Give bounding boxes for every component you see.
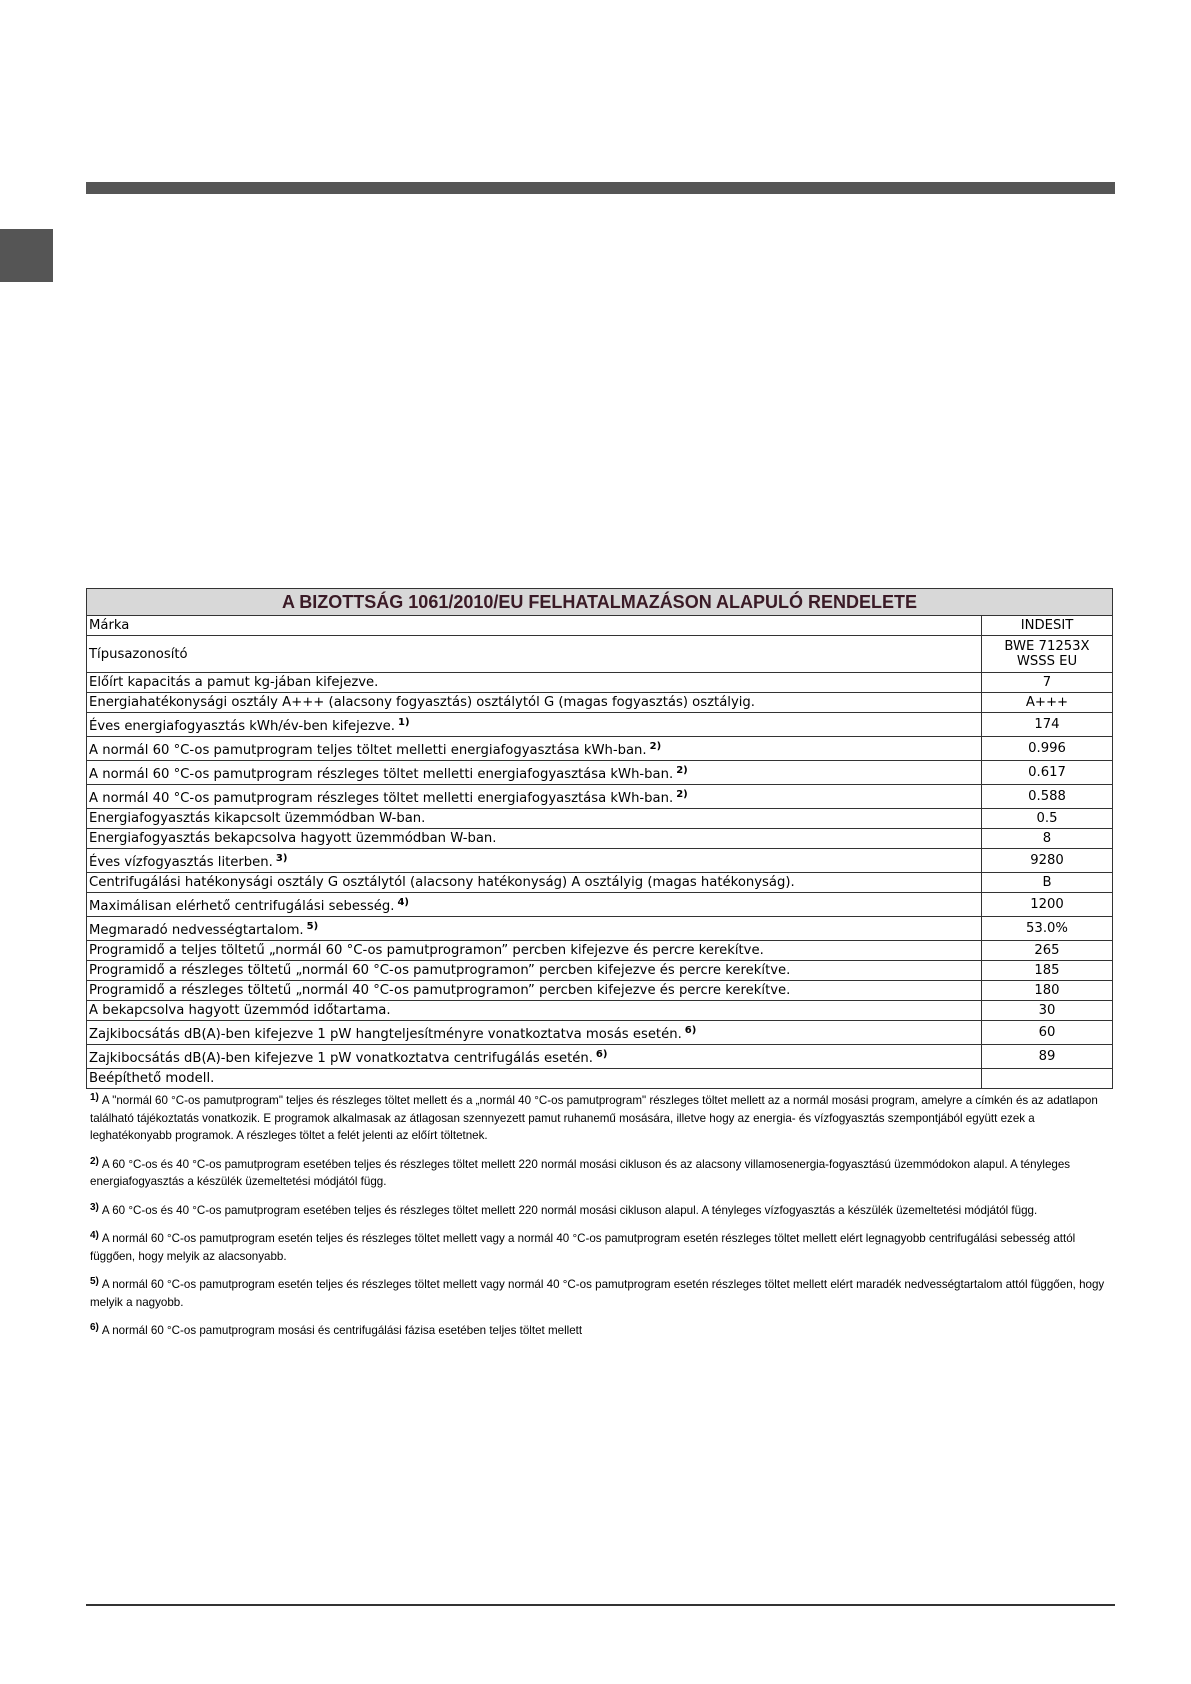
row-label-text: Éves energiafogyasztás kWh/év-ben kifejezve. bbox=[89, 719, 395, 734]
footnote bbox=[90, 1089, 1115, 1145]
row-label-text: A normál 40 °C-os pamutprogram részleges töltet melletti energiafogyasztása kWh-ban. bbox=[89, 791, 674, 806]
row-label-text: Programidő a teljes töltetű „normál 60 °C-os pamutprogramon” percben kifejezve és percre kerekítve. bbox=[89, 943, 764, 958]
row-label bbox=[87, 829, 982, 849]
table-row bbox=[87, 917, 1113, 941]
row-value-text: 174 bbox=[1034, 717, 1060, 732]
row-label-text: Beépíthető modell. bbox=[89, 1071, 215, 1086]
row-value bbox=[982, 636, 1113, 673]
row-value-text: 9280 bbox=[1030, 853, 1064, 868]
row-value-text: 89 bbox=[1038, 1049, 1056, 1064]
table-row bbox=[87, 1021, 1113, 1045]
header-bar bbox=[86, 182, 1115, 194]
footnote-number: 4) bbox=[90, 1230, 99, 1241]
footnote-text: A 60 °C-os és 40 °C-os pamutprogram esetében teljes és részleges töltet mellett 220 normál mosási cikluson alapul. A tényleges vízfogyasztás a készülék üzemeltetési módjától függ. bbox=[101, 1203, 1038, 1217]
row-value-text: 30 bbox=[1038, 1003, 1056, 1018]
row-label bbox=[87, 1001, 982, 1021]
footnote-ref: 5) bbox=[306, 921, 319, 932]
table-row bbox=[87, 829, 1113, 849]
table-row bbox=[87, 785, 1113, 809]
row-value-text: 0.617 bbox=[1028, 765, 1066, 780]
row-label bbox=[87, 941, 982, 961]
row-label-text: Centrifugálási hatékonysági osztály G osztálytól (alacsony hatékonyság) A osztályig (magas hatékonyság). bbox=[89, 875, 795, 890]
table-title: A BIZOTTSÁG 1061/2010/EU FELHATALMAZÁSON ALAPULÓ RENDELETE bbox=[87, 589, 1113, 616]
language-tab-marker bbox=[0, 229, 53, 282]
row-value-text: 0.588 bbox=[1028, 789, 1066, 804]
table-row bbox=[87, 673, 1113, 693]
row-value-text: 8 bbox=[1042, 831, 1052, 846]
row-value-text: 7 bbox=[1042, 675, 1052, 690]
row-value bbox=[982, 761, 1113, 785]
table-row bbox=[87, 849, 1113, 873]
row-label-text: Energiafogyasztás bekapcsolva hagyott üzemmódban W-ban. bbox=[89, 831, 497, 846]
row-label-text: Zajkibocsátás dB(A)-ben kifejezve 1 pW vonatkoztatva centrifugálás esetén. bbox=[89, 1051, 593, 1066]
table-row bbox=[87, 1001, 1113, 1021]
table-row bbox=[87, 961, 1113, 981]
row-value-text: 0.5 bbox=[1036, 811, 1058, 826]
footnote-ref: 1) bbox=[397, 717, 410, 728]
footnote bbox=[90, 1199, 1115, 1220]
row-value bbox=[982, 713, 1113, 737]
row-label-text: Energiahatékonysági osztály A+++ (alacsony fogyasztás) osztálytól G (magas fogyasztás) osztályig. bbox=[89, 695, 755, 710]
row-label bbox=[87, 737, 982, 761]
row-value bbox=[982, 785, 1113, 809]
row-label-text: Típusazonosító bbox=[89, 646, 188, 662]
row-label-text: Programidő a részleges töltetű „normál 60 °C-os pamutprogramon” percben kifejezve és percre kerekítve. bbox=[89, 963, 791, 978]
row-value-text: A+++ bbox=[1025, 695, 1069, 710]
row-label bbox=[87, 1021, 982, 1045]
row-value-text: 185 bbox=[1034, 963, 1060, 978]
footnote-ref: 2) bbox=[649, 741, 662, 752]
footnote-ref: 3) bbox=[275, 853, 288, 864]
footnotes bbox=[90, 1089, 1115, 1348]
row-label bbox=[87, 616, 982, 636]
row-value-text: INDESIT bbox=[1020, 618, 1074, 633]
row-value bbox=[982, 693, 1113, 713]
footnote-ref: 2) bbox=[676, 789, 688, 800]
row-label bbox=[87, 1045, 982, 1069]
row-label-text: Előírt kapacitás a pamut kg-jában kifejezve. bbox=[89, 675, 379, 690]
row-label bbox=[87, 713, 982, 737]
row-value-text: 0.996 bbox=[1028, 741, 1066, 756]
row-label bbox=[87, 961, 982, 981]
row-label bbox=[87, 873, 982, 893]
row-value bbox=[982, 961, 1113, 981]
row-value bbox=[982, 941, 1113, 961]
regulation-table bbox=[86, 588, 1113, 1089]
footnote-number: 2) bbox=[90, 1155, 99, 1167]
row-label-text: Maximálisan elérhető centrifugálási sebesség. bbox=[89, 899, 395, 914]
row-label-text: A normál 60 °C-os pamutprogram részleges töltet melletti energiafogyasztása kWh-ban. bbox=[89, 767, 674, 782]
row-value bbox=[982, 809, 1113, 829]
row-label bbox=[87, 693, 982, 713]
footnote-ref: 6) bbox=[595, 1049, 608, 1060]
row-label-text: Zajkibocsátás dB(A)-ben kifejezve 1 pW hangteljesítményre vonatkoztatva mosás esetén. bbox=[89, 1027, 682, 1042]
row-label-text: Megmaradó nedvességtartalom. bbox=[89, 923, 304, 938]
table-row bbox=[87, 616, 1113, 636]
row-label-text: Energiafogyasztás kikapcsolt üzemmódban W-ban. bbox=[89, 811, 426, 826]
row-label-text: Márka bbox=[89, 618, 130, 633]
table-row bbox=[87, 636, 1113, 673]
row-label bbox=[87, 785, 982, 809]
row-label bbox=[87, 981, 982, 1001]
row-value bbox=[982, 829, 1113, 849]
footnote-text: A 60 °C-os és 40 °C-os pamutprogram esetében teljes és részleges töltet mellett 220 normál mosási cikluson és az alacsony villamosenergia-fogyasztású üzemmódokon alapul. A tényleges energiafogyasztás a készülék üzemeltetési módjától függ. bbox=[90, 1157, 1071, 1188]
row-value bbox=[982, 1069, 1113, 1089]
table-row bbox=[87, 941, 1113, 961]
table-row bbox=[87, 1069, 1113, 1089]
footnote-number: 1) bbox=[90, 1092, 99, 1103]
row-value bbox=[982, 873, 1113, 893]
footnote-text: A normál 60 °C-os pamutprogram mosási és centrifugálási fázisa esetében teljes töltet mellett bbox=[101, 1324, 583, 1337]
row-value bbox=[982, 673, 1113, 693]
row-value-text: B bbox=[1042, 875, 1052, 890]
row-label-text: Programidő a részleges töltetű „normál 40 °C-os pamutprogramon” percben kifejezve és percre kerekítve. bbox=[89, 983, 791, 998]
row-value-text: 53.0% bbox=[1026, 921, 1068, 936]
footnote-number: 5) bbox=[90, 1276, 99, 1287]
footnote bbox=[90, 1227, 1115, 1265]
row-value bbox=[982, 737, 1113, 761]
table-row bbox=[87, 737, 1113, 761]
row-label bbox=[87, 636, 982, 673]
row-label-text: Éves vízfogyasztás literben. bbox=[89, 855, 273, 870]
footnote-ref: 2) bbox=[676, 765, 688, 776]
row-value-text: 1200 bbox=[1030, 897, 1064, 912]
table-row bbox=[87, 809, 1113, 829]
row-value bbox=[982, 1045, 1113, 1069]
table-row bbox=[87, 761, 1113, 785]
row-value-text: 60 bbox=[1038, 1025, 1056, 1040]
row-label bbox=[87, 893, 982, 917]
footnote bbox=[90, 1153, 1115, 1191]
row-value bbox=[982, 616, 1113, 636]
row-value bbox=[982, 1001, 1113, 1021]
footnote-ref: 6) bbox=[684, 1025, 697, 1036]
row-label-text: A bekapcsolva hagyott üzemmód időtartama. bbox=[89, 1003, 391, 1018]
row-value-text: BWE 71253X WSSS EU bbox=[1004, 639, 1090, 669]
row-value-text: 265 bbox=[1034, 943, 1060, 958]
row-label bbox=[87, 1069, 982, 1089]
row-label bbox=[87, 809, 982, 829]
table-row bbox=[87, 981, 1113, 1001]
row-value bbox=[982, 849, 1113, 873]
row-value bbox=[982, 1021, 1113, 1045]
footnote-text: A normál 60 °C-os pamutprogram esetén teljes és részleges töltet mellett vagy normál 40 °C-os pamutprogram esetén részleges töltet mellett elért maradék nedvességtartalom attól függően, hogy melyik a nagyobb. bbox=[90, 1278, 1105, 1309]
footnote-ref: 4) bbox=[397, 897, 409, 908]
footnote bbox=[90, 1273, 1115, 1311]
table-row bbox=[87, 713, 1113, 737]
footnote bbox=[90, 1319, 1115, 1340]
table-row bbox=[87, 873, 1113, 893]
footnote-number: 6) bbox=[90, 1322, 99, 1333]
row-label bbox=[87, 849, 982, 873]
footnote-text: A normál 60 °C-os pamutprogram esetén teljes és részleges töltet mellett vagy a normál 40 °C-os pamutprogram esetén részleges töltet mellett elért legnagyobb centrifugálási sebesség attól függően, hogy melyik az alacsonyabb. bbox=[90, 1232, 1076, 1263]
row-value-text: 180 bbox=[1034, 983, 1060, 998]
row-label bbox=[87, 917, 982, 941]
footnote-number: 3) bbox=[90, 1201, 99, 1213]
row-label-text: A normál 60 °C-os pamutprogram teljes töltet melletti energiafogyasztása kWh-ban. bbox=[89, 743, 647, 758]
row-value bbox=[982, 893, 1113, 917]
footnote-text: A "normál 60 °C-os pamutprogram" teljes és részleges töltet mellett és a „normál 40 °C-os pamutprogram" részleges töltet mellett az a normál mosási program, amelyre a címkén és az adatlapon található tájékoztatás vonatkozik. E programok alkalmasak az átlagosan szennyezett pamut ruhanemű mosására, illetve hogy az energia- és vízfogyasztás szempontjából együtt ezek a leghatékonyabb programok. A részleges töltet a felét jelenti az előírt töltetnek. bbox=[90, 1094, 1098, 1142]
row-label bbox=[87, 761, 982, 785]
footer-rule bbox=[86, 1604, 1115, 1606]
row-value bbox=[982, 917, 1113, 941]
table-row bbox=[87, 1045, 1113, 1069]
table-row bbox=[87, 893, 1113, 917]
row-value bbox=[982, 981, 1113, 1001]
row-label bbox=[87, 673, 982, 693]
table-row bbox=[87, 693, 1113, 713]
